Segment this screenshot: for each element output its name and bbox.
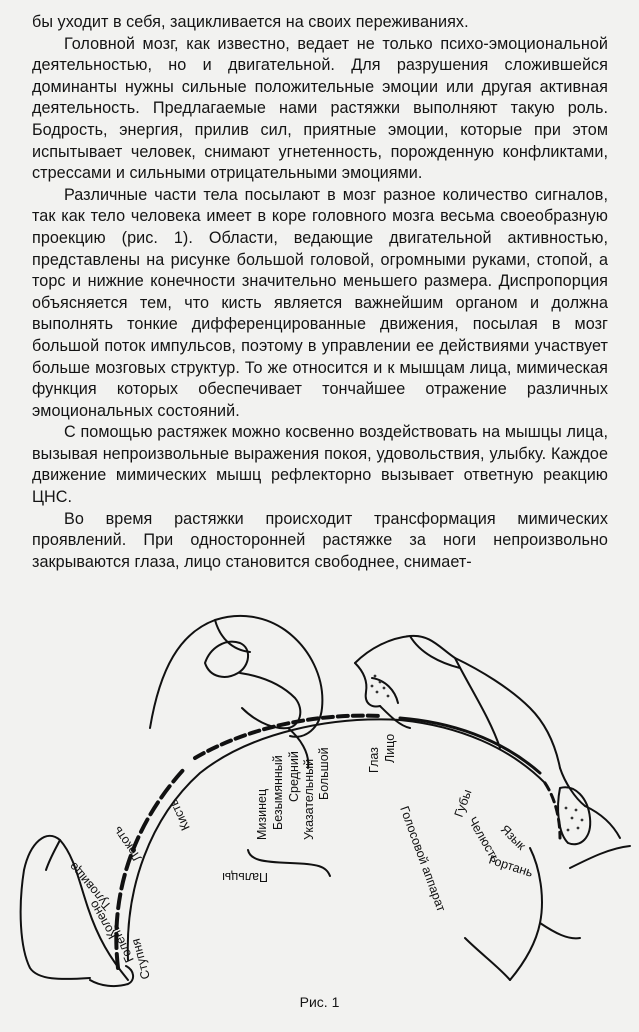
label-sredny: Средний: [287, 751, 301, 802]
body-text: [32, 12, 608, 573]
paragraph-4: С помощью растяжек можно косвенно воздействовать на мышцы лица, вызывая непроизвольные выражения покоя, удовольствия, улыбку. Каждое движение мимических мышц рефлекторно вызывает ответную реакцию ЦНС.: [32, 423, 608, 507]
paragraph-5: Во время растяжки происходит трансформация мимических проявлений. При односторонней растяжке за ноги непроизвольно закрываются глаза, лицо становится свободнее, снимает-: [32, 509, 608, 571]
label-yazyk: Язык: [497, 822, 529, 853]
paragraph-3: Различные части тела посылают в мозг разное количество сигналов, так как тело человека имеет в коре головного мозга весьма своеобразную проекцию (рис. 1). Области, ведающие двигательной активностью, представлены на рисунке большой головой, огромными руками, стопой, а торс и нижние конечности значительно меньшего размера. Диспропорция объясняется тем, что кисть является важнейшим органом и должна выполнять тонкие дифференцированные движения, посылая в мозг большой поток импульсов, поэтому в управлении ее действиями участвует больше мозговых структур. То же относится и к мышцам лица, мимическая функция которых обеспечивает тончайшее отражение различных эмоциональных состояний.: [32, 185, 608, 420]
paragraph-2: Головной мозг, как известно, ведает не только психо-эмоциональной деятельностью, но и двигательной. Для разрушения сложившейся доминанты нужны сильные положительные эмоции или другая активная деятельность. Предлагаемые нами растяжки выполняют такую роль. Бодрость, энергия, прилив сил, приятные эмоции, которые при этом испытывает человек, снимают угнетенность, порожденную конфликтами, стрессами и сильными отрицательными эмоциями.: [32, 34, 608, 183]
label-ukazatelny: Указательный: [302, 758, 316, 840]
figure-caption: Рис. 1: [299, 994, 340, 1010]
label-stupnya: Ступня: [128, 937, 153, 981]
label-gortan: Гортань: [487, 852, 535, 880]
label-mizinets: Мизинец: [255, 788, 269, 840]
label-tulovishche: Туловище: [66, 859, 115, 914]
leg-outline: [21, 836, 128, 980]
label-bolshoy: Большой: [317, 747, 331, 800]
label-chelyust: Челюсть: [465, 814, 503, 865]
hand-outline: [150, 616, 322, 737]
paragraph-1: бы уходит в себя, зацикливается на своих переживаниях.: [32, 13, 469, 31]
label-paltsy: Пальцы: [222, 870, 268, 884]
label-kist: Кисть: [166, 797, 193, 833]
homunculus-figure: [0, 608, 639, 988]
label-golosovoy-apparat: Голосовой аппарат: [397, 804, 449, 914]
label-guby: Губы: [451, 787, 475, 820]
label-lokot: Локоть: [110, 823, 145, 865]
label-bezymyanny: Безымянный: [271, 755, 285, 830]
label-golen: Голень: [107, 922, 137, 965]
label-koleno: Колено: [86, 898, 120, 942]
label-litso: Лицо: [383, 733, 397, 763]
label-glaz: Глаз: [367, 747, 381, 773]
homunculus-drawing: [0, 608, 639, 988]
foot-outline: [90, 966, 133, 986]
